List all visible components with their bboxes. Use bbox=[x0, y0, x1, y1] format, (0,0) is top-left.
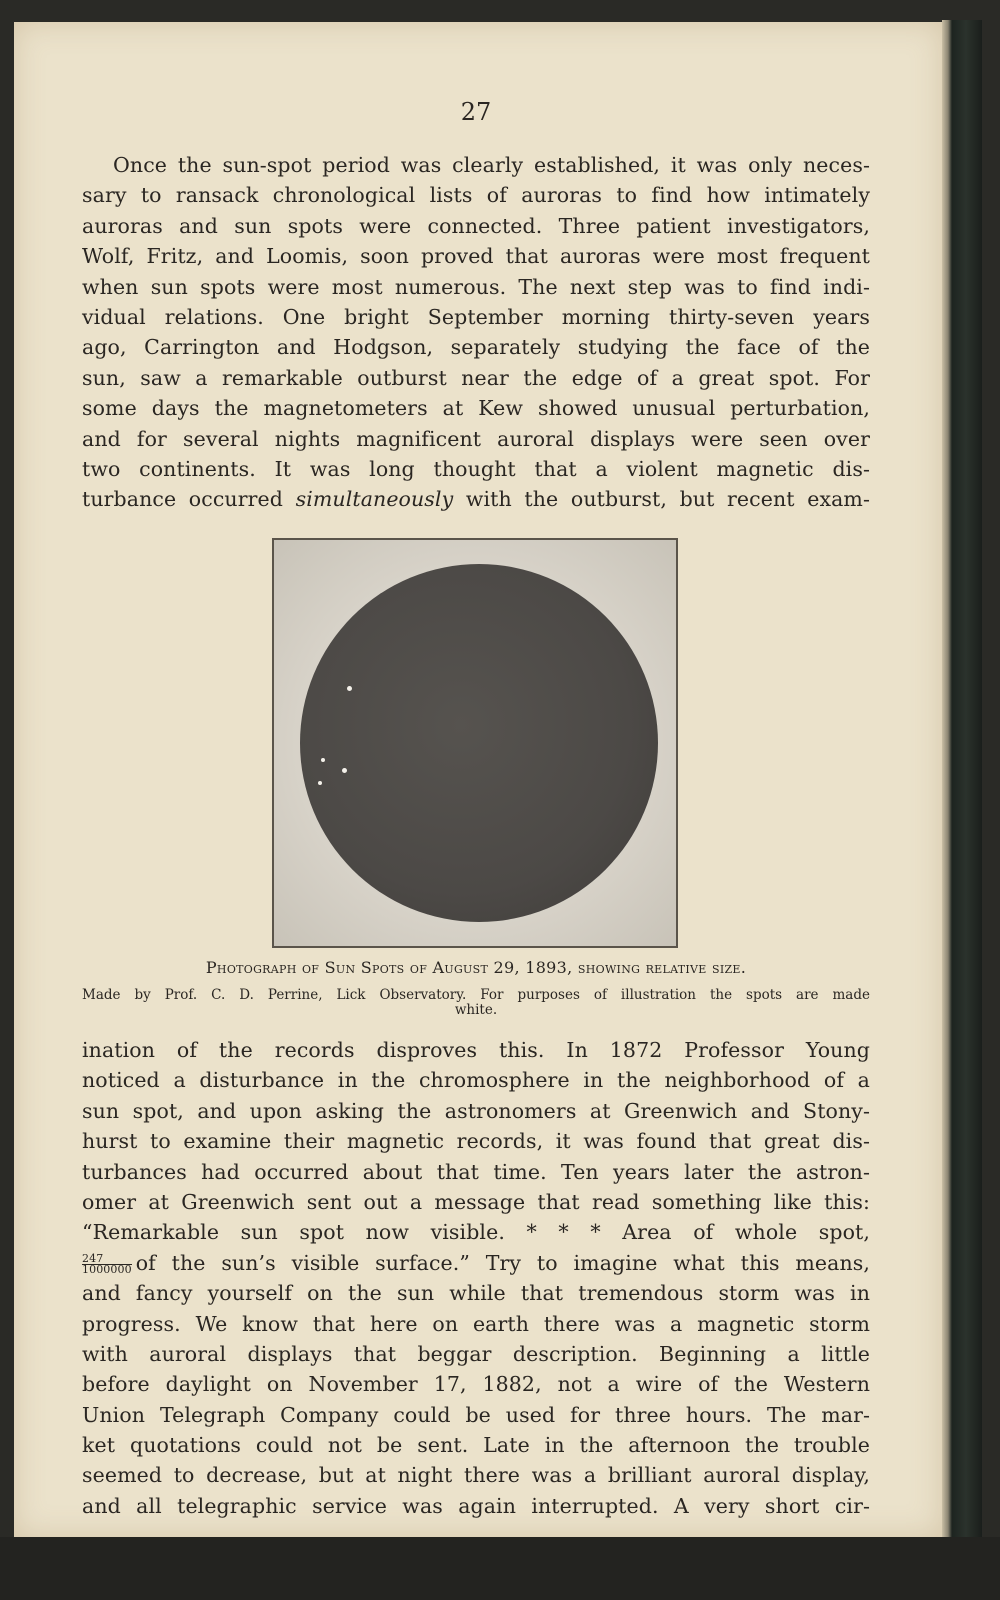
text-line: hurst to examine their magnetic records, it was found that great dis- bbox=[82, 1129, 870, 1154]
page-number: 27 bbox=[460, 98, 492, 126]
text-line: sary to ransack chronological lists of auroras to find how intimately bbox=[82, 183, 870, 208]
text-line: ago, Carrington and Hodgson, separately studying the face of the bbox=[82, 335, 870, 360]
caption-credit-line: white. bbox=[454, 1002, 498, 1018]
text-line: “Remarkable sun spot now visible. * * * Area of whole spot, bbox=[82, 1220, 870, 1245]
scan-background bbox=[0, 1537, 1000, 1600]
text-line: sun spot, and upon asking the astronomers at Greenwich and Stony- bbox=[82, 1098, 870, 1123]
text-line: and all telegraphic service was again interrupted. A very short cir- bbox=[82, 1493, 870, 1518]
text-span: with the outburst, but recent exam- bbox=[453, 487, 870, 512]
text-line: auroras and sun spots were connected. Three patient investigators, bbox=[82, 213, 870, 238]
text-line: progress. We know that here on earth there was a magnetic storm bbox=[82, 1311, 870, 1336]
text-line: and for several nights magnificent auroral displays were seen over bbox=[82, 426, 870, 451]
text-line: noticed a disturbance in the chromosphere in the neighborhood of a bbox=[82, 1068, 870, 1093]
sun-disk bbox=[300, 564, 658, 922]
caption-credit-line: Made by Prof. C. D. Perrine, Lick Observatory. For purposes of illustration the spots are made bbox=[82, 987, 870, 1003]
text-span: turbance occurred bbox=[82, 487, 296, 512]
sun-spot bbox=[347, 686, 352, 691]
fraction-denominator: 1000000 bbox=[82, 1262, 132, 1276]
text-line: when sun spots were most numerous. The next step was to find indi- bbox=[82, 274, 870, 299]
figure-caption-credit bbox=[82, 988, 870, 1018]
bottom-paragraph bbox=[82, 1035, 870, 1521]
text-span: of the sun’s visible surface.” Try to imagine what this means, bbox=[135, 1250, 870, 1275]
fraction bbox=[82, 1251, 132, 1276]
text-line bbox=[82, 1248, 870, 1278]
book-cover-edge bbox=[942, 20, 982, 1540]
text-line: some days the magnetometers at Kew showed unusual perturbation, bbox=[82, 396, 870, 421]
text-line: Once the sun-spot period was clearly established, it was only neces- bbox=[113, 153, 870, 177]
text-line: sun, saw a remarkable outburst near the edge of a great spot. For bbox=[82, 365, 870, 390]
text-line: two continents. It was long thought that a violent magnetic dis- bbox=[82, 456, 870, 481]
text-line: with auroral displays that beggar description. Beginning a little bbox=[82, 1341, 870, 1366]
text-line: and fancy yourself on the sun while that tremendous storm was in bbox=[82, 1281, 870, 1306]
figure-caption-title: Photograph of Sun Spots of August 29, 1893, showing relative size. bbox=[205, 958, 747, 977]
text-line: seemed to decrease, but at night there was a brilliant auroral display, bbox=[82, 1463, 870, 1488]
fraction-numerator: 247 bbox=[82, 1251, 104, 1265]
sun-spot bbox=[318, 781, 322, 785]
text-line: vidual relations. One bright September morning thirty-seven years bbox=[82, 304, 870, 329]
text-line: before daylight on November 17, 1882, not a wire of the Western bbox=[82, 1372, 870, 1397]
text-line: Wolf, Fritz, and Loomis, soon proved that auroras were most frequent bbox=[82, 244, 870, 269]
text-line: turbances had occurred about that time. Ten years later the astron- bbox=[82, 1159, 870, 1184]
text-line bbox=[82, 484, 870, 514]
italic-text: simultaneously bbox=[295, 487, 454, 512]
sun-spot bbox=[342, 768, 347, 773]
text-line: Union Telegraph Company could be used for three hours. The mar- bbox=[82, 1402, 870, 1427]
text-line: omer at Greenwich sent out a message that read something like this: bbox=[82, 1189, 870, 1214]
top-paragraph bbox=[82, 150, 870, 515]
sun-photograph bbox=[272, 538, 678, 948]
text-line: ination of the records disproves this. In 1872 Professor Young bbox=[82, 1038, 870, 1062]
sun-spot bbox=[321, 758, 325, 762]
text-line: ket quotations could not be sent. Late in the afternoon the trouble bbox=[82, 1433, 870, 1458]
